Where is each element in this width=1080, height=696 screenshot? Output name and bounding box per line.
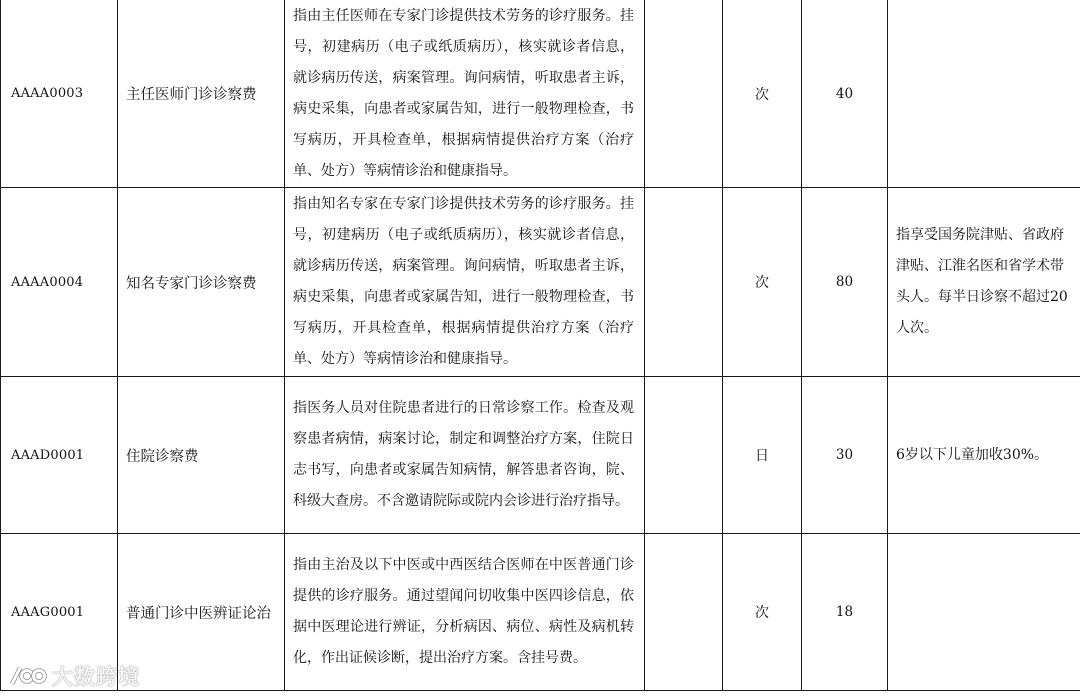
item-note: 6岁以下儿童加收30%。 bbox=[888, 377, 1080, 534]
item-unit: 日 bbox=[723, 377, 802, 534]
item-content: 指由知名专家在专家门诊提供技术劳务的诊疗服务。挂号，初建病历（电子或纸质病历），核实就诊者信息，就诊病历传送，病案管理。询问病情，听取患者主诉，病史采集，向患者或家属告知，进行一般物理检查，书写病历，开具检查单，根据病情提供治疗方案（治疗单、处方）等病情诊治和健康指导。 bbox=[285, 188, 645, 377]
item-code: AAAA0003 bbox=[1, 0, 118, 188]
item-code: AAAG0001 bbox=[1, 534, 118, 691]
item-code: AAAD0001 bbox=[1, 377, 118, 534]
item-content: 指医务人员对住院患者进行的日常诊察工作。检查及观察患者病情，病案讨论，制定和调整治疗方案，住院日志书写，向患者或家属告知病情，解答患者咨询，院、科级大查房。不含邀请院际或院内会诊进行治疗指导。 bbox=[285, 377, 645, 534]
table-row bbox=[1, 188, 1080, 377]
item-name: 普通门诊中医辨证论治 bbox=[118, 534, 285, 691]
item-unit: 次 bbox=[723, 188, 802, 377]
item-note bbox=[888, 534, 1080, 691]
item-code: AAAA0004 bbox=[1, 188, 118, 377]
logo-icon bbox=[8, 664, 48, 688]
item-note bbox=[888, 0, 1080, 188]
empty-cell bbox=[645, 0, 723, 188]
item-price: 40 bbox=[802, 0, 888, 188]
item-name: 主任医师门诊诊察费 bbox=[118, 0, 285, 188]
item-name: 知名专家门诊诊察费 bbox=[118, 188, 285, 377]
watermark bbox=[8, 660, 140, 692]
table-row bbox=[1, 377, 1080, 534]
item-price: 18 bbox=[802, 534, 888, 691]
item-unit: 次 bbox=[723, 534, 802, 691]
item-price: 30 bbox=[802, 377, 888, 534]
empty-cell bbox=[645, 188, 723, 377]
watermark-text: 大数跨境 bbox=[52, 665, 140, 689]
table-row bbox=[1, 534, 1080, 691]
empty-cell bbox=[645, 377, 723, 534]
item-content: 指由主治及以下中医或中西医结合医师在中医普通门诊提供的诊疗服务。通过望闻问切收集中医四诊信息，依据中医理论进行辨证，分析病因、病位、病性及病机转化，作出证候诊断，提出治疗方案。含挂号费。 bbox=[285, 534, 645, 691]
item-name: 住院诊察费 bbox=[118, 377, 285, 534]
item-price: 80 bbox=[802, 188, 888, 377]
item-unit: 次 bbox=[723, 0, 802, 188]
item-note: 指享受国务院津贴、省政府津贴、江淮名医和省学术带头人。每半日诊察不超过20人次。 bbox=[888, 188, 1080, 377]
item-content: 指由主任医师在专家门诊提供技术劳务的诊疗服务。挂号，初建病历（电子或纸质病历），核实就诊者信息，就诊病历传送，病案管理。询问病情，听取患者主诉，病史采集，向患者或家属告知，进行一般物理检查，书写病历，开具检查单，根据病情提供治疗方案（治疗单、处方）等病情诊治和健康指导。 bbox=[285, 0, 645, 188]
table-row bbox=[1, 0, 1080, 188]
empty-cell bbox=[645, 534, 723, 691]
